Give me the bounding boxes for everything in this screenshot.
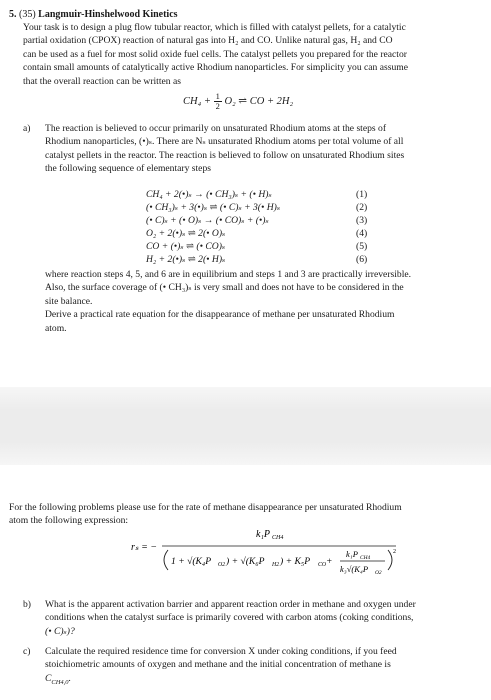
elementary-step: O₂ + 2(•)ₛ ⇌ 2(• O)ₛ [146,228,226,239]
elementary-step: H₂ + 2(•)ₛ ⇌ 2(• H)ₛ [146,254,226,265]
step-number: (6) [356,254,368,265]
problem-heading [9,8,178,21]
intro-line: contain small amounts of catalytically active Rhodium nanoparticles. For simplicity you can assume [23,62,408,74]
elementary-step: CO + (•)ₛ ⇌ (• CO)ₛ [146,241,226,252]
den-term-b: ) + √(K₆P [226,556,265,567]
den-sub-b: H2 [272,562,280,568]
intro-line: Your task is to design a plug flow tubular reactor, which is filled with catalyst pellets, for a catalytic [23,22,406,33]
elementary-step: (• C)ₛ + (• O)ₛ → (• CO)ₛ + (•)ₛ [146,215,269,226]
problem-intro [23,21,485,88]
part-a-line: catalyst pellets in the reactor. The reaction is believed to follow on unsaturated Rhodium sites [45,149,405,161]
den-term-a: 1 + √(K₄P [171,556,212,567]
part-a-line: The reaction is believed to occur primarily on unsaturated Rhodium atoms at the steps of [45,123,387,134]
part-a-conditions [45,268,485,335]
step-number: (5) [356,241,368,252]
part-a-after-line: Also, the surface coverage of (• CH₃)ₛ is very small and does not have to be considered in the [45,282,404,294]
initial-concentration-symbol: C [45,672,52,684]
part-a-line: Rhodium nanoparticles, (•)ₛ. There are Nₛ unsaturated Rhodium atoms per total volume of all [45,136,404,148]
page-separator [0,387,491,465]
rate-intro-line: atom the following expression: [9,515,129,527]
overall-reaction-left: CH₄ + [183,95,211,107]
part-b-line: What is the apparent activation barrier and apparent reaction order in methane and oxygen under [45,599,416,610]
intro-line: that the overall reaction can be written as [23,75,181,87]
part-a-after-line: where reaction steps 4, 5, and 6 are in equilibrium and steps 1 and 3 are practically irreversible. [45,269,412,280]
step-number: (4) [356,228,368,239]
den-term-c: ) + K₅P [280,556,311,567]
part-c-line: Calculate the required residence time for conversion X under coking conditions, if you feed [45,646,397,657]
problem-points: (35) [19,9,36,20]
square-exponent: 2 [393,549,396,555]
fraction-denominator: 2 [215,101,220,111]
problem-number: 5. [9,9,17,20]
overall-reaction-right: O₂ ⇌ CO + 2H₂ [224,95,294,107]
half-fraction [214,92,222,111]
step-number: (3) [356,215,368,226]
inner-denominator-sub: O2 [375,570,382,576]
initial-concentration-sub: CH4,0 [51,678,69,686]
rate-numerator: k₁P [256,529,271,540]
elementary-step: (• CH₃)ₛ + 3(•)ₛ ⇌ (• C)ₛ + 3(• H)ₛ [146,202,281,213]
rate-equation [0,520,491,590]
part-a-line: the following sequence of elementary steps [45,163,211,175]
part-a-after-line: site balance. [45,295,93,307]
fraction-numerator: 1 [215,91,220,101]
part-b-text [45,598,485,638]
part-c-line: stoichiometric amounts of oxygen and methane and the initial concentration of methane is [45,659,391,671]
den-sub-c: CO [318,562,327,568]
part-c-label: c) [23,646,31,657]
right-paren [388,550,392,570]
den-plus: + [326,556,333,567]
part-b-label: b) [23,599,31,610]
part-b-line: conditions when the catalyst surface is primarily covered with carbon atoms (coking conditions, [45,612,414,624]
intro-line: can be used as a fuel for most solid oxide fuel cells. The catalyst pellets you prepared for the reactor [23,48,407,60]
overall-reaction [183,92,293,111]
den-sub-a: O2 [218,562,226,568]
elementary-step: CH₄ + 2(•)ₛ → (• CH₃)ₛ + (• H)ₛ [146,189,272,200]
inner-denominator: k₃√(K₄P [340,564,369,574]
inner-numerator-sub: CH4 [360,555,371,561]
rate-lhs: rₛ = − [131,542,158,553]
period: . [68,672,71,684]
part-c-last-line [45,672,485,689]
part-b-line: (• C)ₛ)? [45,625,75,637]
part-c-text [45,645,485,689]
part-a-after-line: atom. [45,322,67,334]
intro-line: partial oxidation (CPOX) reaction of natural gas into H₂ and CO. Unlike natural gas, H₂ and CO [23,35,393,47]
left-paren [164,550,168,570]
step-number: (2) [356,202,368,213]
part-a-after-line: Derive a practical rate equation for the disappearance of methane per unsaturated Rhodium [45,309,395,321]
rate-intro-line: For the following problems please use for the rate of methane disappearance per unsaturated Rhodium [9,502,402,513]
rate-numerator-sub: CH4 [272,535,284,541]
problem-title: Langmuir-Hinshelwood Kinetics [38,9,178,20]
part-a-text [45,122,485,176]
inner-numerator: k₁P [346,549,358,559]
step-number: (1) [356,189,368,200]
part-a-label: a) [23,123,31,134]
